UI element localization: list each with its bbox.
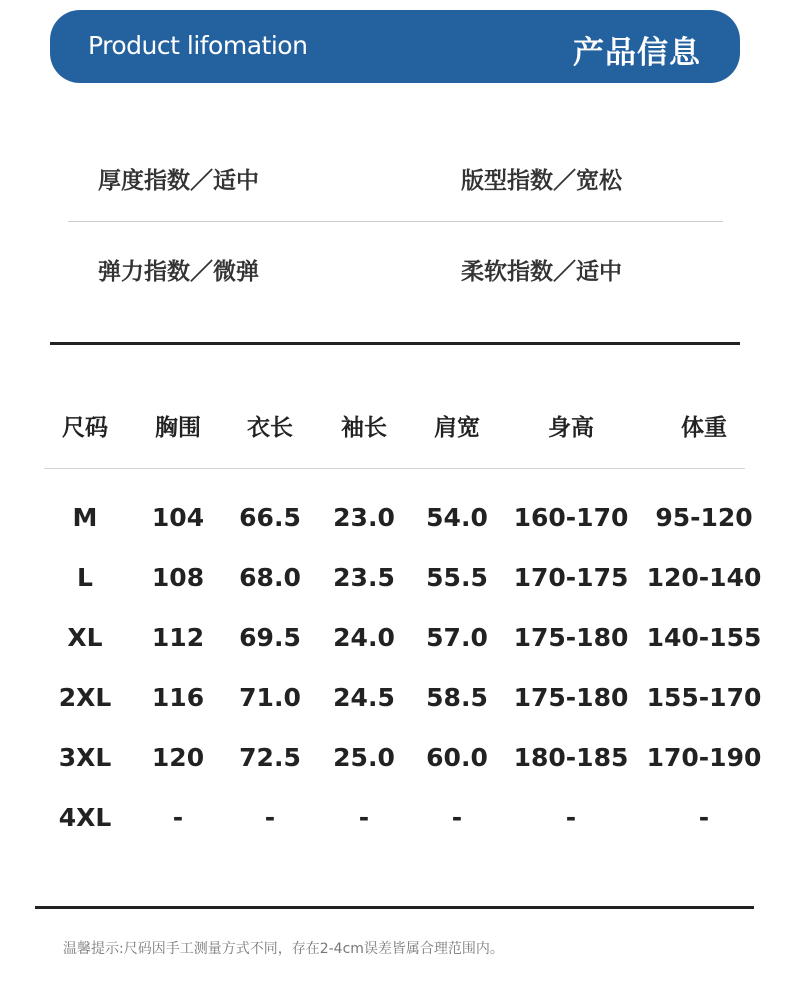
table-cell: 71.0: [239, 683, 301, 712]
table-cell: 69.5: [239, 623, 301, 652]
header-chest: 胸围: [155, 415, 201, 441]
table-cell: 58.5: [426, 683, 488, 712]
table-cell: 116: [151, 683, 205, 712]
header-banner: [50, 10, 740, 83]
header-shoulder: 肩宽: [434, 415, 480, 441]
banner-title-en: Product lifomation: [88, 31, 308, 60]
header-size: 尺码: [62, 415, 108, 441]
table-cell: 23.5: [333, 563, 395, 592]
table-cell: 155-170: [646, 683, 762, 712]
header-length: 衣长: [247, 415, 293, 441]
table-cell: -: [172, 803, 184, 832]
table-cell: 4XL: [58, 803, 112, 832]
table-cell: 25.0: [333, 743, 395, 772]
table-cell: 140-155: [646, 623, 762, 652]
table-cell: 175-180: [513, 683, 629, 712]
section-divider: [50, 342, 740, 345]
table-cell: 104: [151, 503, 205, 532]
table-cell: 120-140: [646, 563, 762, 592]
table-cell: -: [698, 803, 710, 832]
table-cell: 72.5: [239, 743, 301, 772]
table-cell: 2XL: [58, 683, 112, 712]
thickness-index: 厚度指数／适中: [98, 168, 259, 194]
table-cell: 66.5: [239, 503, 301, 532]
table-cell: 95-120: [655, 503, 753, 532]
table-cell: -: [451, 803, 463, 832]
table-cell: 120: [151, 743, 205, 772]
table-cell: -: [358, 803, 370, 832]
table-cell: 170-190: [646, 743, 762, 772]
table-cell: 24.5: [333, 683, 395, 712]
table-cell: 112: [151, 623, 205, 652]
measurement-note: 温馨提示:尺码因手工测量方式不同，存在2-4cm误差皆属合理范围内。: [63, 941, 504, 957]
table-cell: 24.0: [333, 623, 395, 652]
banner-title-zh: 产品信息: [573, 35, 701, 71]
table-cell: 57.0: [426, 623, 488, 652]
elasticity-index: 弹力指数／微弹: [98, 259, 259, 285]
attribute-divider: [68, 221, 723, 222]
table-cell: 170-175: [513, 563, 629, 592]
header-height: 身高: [548, 415, 594, 441]
table-cell: M: [72, 503, 98, 532]
footer-divider: [35, 906, 754, 909]
table-cell: 60.0: [426, 743, 488, 772]
table-cell: -: [264, 803, 276, 832]
header-divider: [44, 468, 745, 469]
table-cell: 23.0: [333, 503, 395, 532]
table-cell: -: [565, 803, 577, 832]
fit-index: 版型指数／宽松: [461, 168, 622, 194]
table-cell: 175-180: [513, 623, 629, 652]
table-cell: XL: [67, 623, 103, 652]
table-cell: 180-185: [513, 743, 629, 772]
table-cell: L: [77, 563, 93, 592]
table-cell: 68.0: [239, 563, 301, 592]
table-cell: 108: [151, 563, 205, 592]
table-cell: 3XL: [58, 743, 112, 772]
table-cell: 160-170: [513, 503, 629, 532]
table-cell: 55.5: [426, 563, 488, 592]
softness-index: 柔软指数／适中: [461, 259, 622, 285]
header-sleeve: 袖长: [341, 415, 387, 441]
header-weight: 体重: [681, 415, 727, 441]
table-cell: 54.0: [426, 503, 488, 532]
